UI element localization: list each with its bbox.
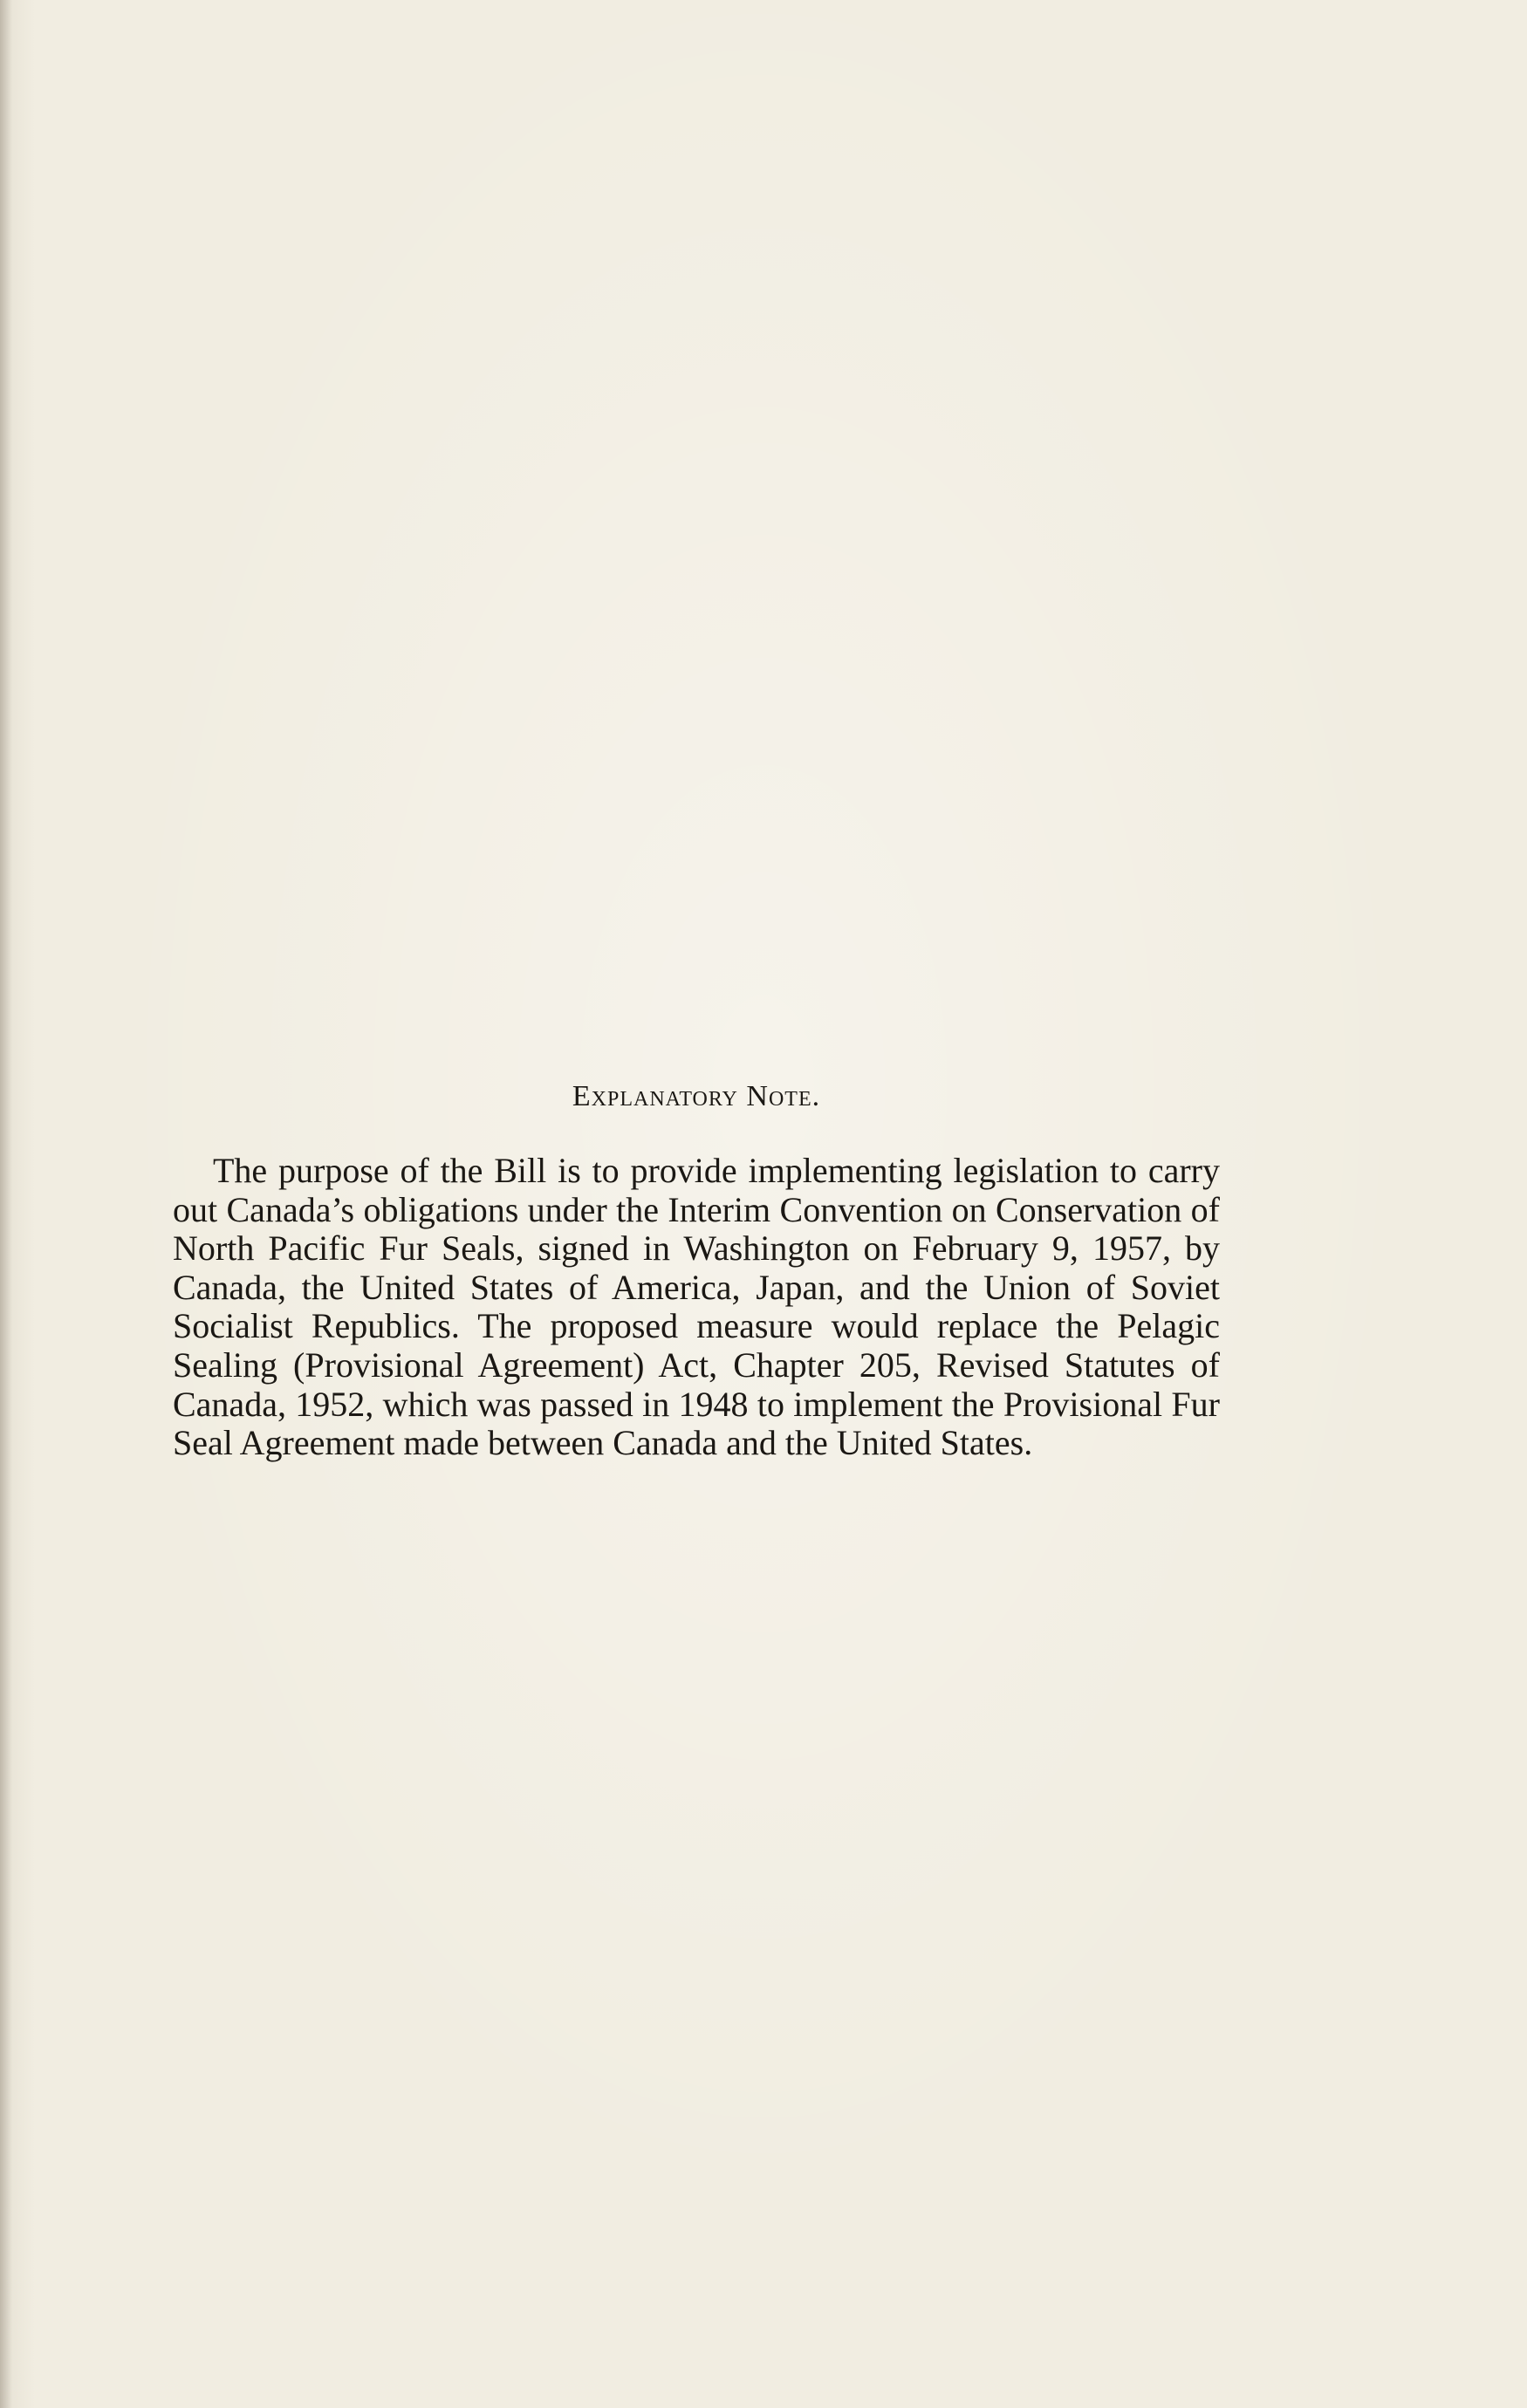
explanatory-note (173, 1080, 1220, 1463)
page-edge-shadow (0, 0, 12, 2408)
explanatory-note-heading: Explanatory Note. (572, 1080, 821, 1112)
explanatory-note-body: The purpose of the Bill is to provide implementing legislation to carry out Canada’s obligations under the Interim Convention on Conservation of North Pacific Fur Seals, signed in Washington on February 9, 1957, by Canada, the United States of America, Japan, and the Union of Soviet Socialist Republics. The proposed measure would replace the Pelagic Sealing (Provisional Agreement) Act, Chapter 205, Revised Statutes of Canada, 1952, which was passed in 1948 to implement the Provisional Fur Seal Agreement made between Canada and the United States. (173, 1151, 1220, 1463)
